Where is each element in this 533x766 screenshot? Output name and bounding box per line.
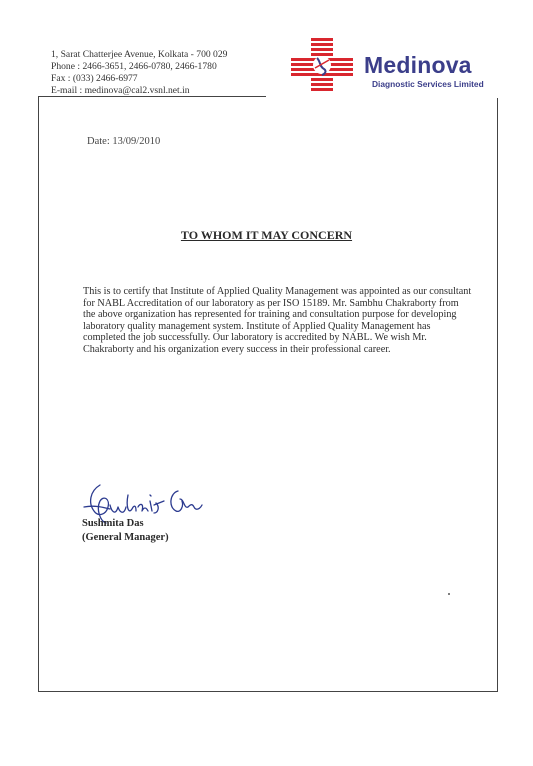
body-line: for NABL Accreditation of our laboratory as per ISO 15189. Mr. Sambhu Chakraborty from bbox=[83, 297, 459, 309]
letterhead-address bbox=[51, 49, 227, 97]
medical-cross-icon bbox=[291, 38, 353, 92]
letter-date bbox=[87, 136, 160, 147]
address-line: 1, Sarat Chatterjee Avenue, Kolkata - 700 029 bbox=[51, 49, 228, 60]
brand-tagline: Diagnostic Services Limited bbox=[372, 79, 484, 89]
body-line: laboratory quality management system. Institute of Applied Quality Management has bbox=[83, 320, 431, 332]
body-line: This is to certify that Institute of Applied Quality Management was appointed as our consultant bbox=[83, 286, 472, 297]
body-line: Chakraborty and his organization every success in their professional career. bbox=[83, 343, 391, 355]
frame-right-line bbox=[497, 98, 498, 692]
frame-top-line bbox=[38, 96, 266, 97]
body-line: the above organization has represented for training and consultation purpose for developing bbox=[83, 309, 457, 321]
fax-line: Fax : (033) 2466-6977 bbox=[51, 73, 138, 84]
body-line: completed the job successfully. Our laboratory is accredited by NABL. We wish Mr. bbox=[83, 332, 427, 344]
frame-bottom-line bbox=[38, 691, 498, 692]
phone-line: Phone : 2466-3651, 2466-0780, 2466-1780 bbox=[51, 61, 217, 72]
email-line: E-mail : medinova@cal2.vsnl.net.in bbox=[51, 85, 190, 96]
letter-body bbox=[83, 286, 508, 356]
date-text: Date: 13/09/2010 bbox=[87, 136, 161, 147]
company-logo bbox=[291, 38, 501, 96]
frame-left-line bbox=[38, 96, 39, 692]
letter-heading: TO WHOM IT MAY CONCERN bbox=[180, 228, 353, 242]
signatory-title: (General Manager) bbox=[82, 532, 169, 543]
brand-name: Medinova bbox=[364, 52, 472, 78]
scan-speck bbox=[448, 593, 450, 595]
signatory-name: Sushmita Das bbox=[82, 518, 144, 529]
